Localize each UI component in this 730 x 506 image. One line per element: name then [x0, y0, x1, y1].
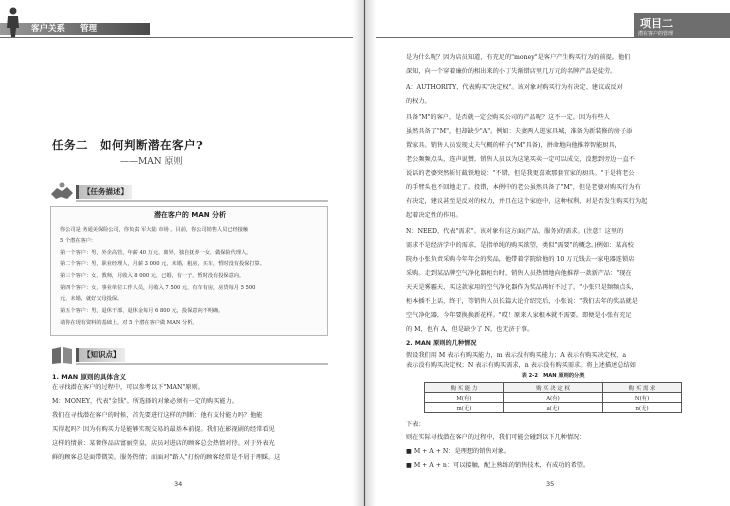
task-description-label: 【任务描述】	[76, 185, 132, 199]
paragraph-line: 说话的老婆突然斩钉截铁地说："不错，但是我更喜欢那套宜家的厨具。"于是将老公	[406, 170, 635, 177]
paragraph-line: 下表：	[406, 421, 425, 428]
paragraph-line: 老公频频点头，连声说赞。销售人员以为这笔买卖一定可以成交，没想到旁边一直不	[406, 156, 635, 163]
table-cell: m(无)	[425, 403, 504, 413]
paragraph-line: 表示没有购买决定权；N 表示有购买需求，n 表示没有购买需求。将上述描述总结如	[406, 362, 636, 369]
paragraph-line: N：NEED，代表"需求"。该对象有这方面(产品、服务)的需求。(注意！这里的	[406, 228, 624, 235]
paragraph-line: 的权力。	[406, 98, 431, 105]
case-line: 第一个客户：男，外企高管，年薪 40 万元，离异，独自抚养一女，做保险代理人。	[60, 250, 252, 256]
gutter-line	[364, 0, 365, 506]
knowledge-label: 【知识点】	[76, 348, 125, 362]
knowledge-heading: 1. MAN 原则的具体含义	[52, 373, 126, 381]
bullet-item: ■ M + A + n：可以接触，配上熟练的销售技术，有成功的希望。	[406, 462, 590, 469]
case-line: 元，未婚，就好父母投保。	[60, 296, 123, 302]
left-header-rule	[0, 37, 353, 38]
table-caption: 表 2-2 MAN 原则的分类	[521, 373, 585, 379]
table-header-cell: 购 买 需 求	[603, 383, 682, 393]
table-cell: n(无)	[603, 403, 682, 413]
table-row	[425, 403, 682, 413]
paragraph-line: 则在实际寻找潜在客户的过程中，我们可能会碰到以下几种情况：	[406, 434, 586, 441]
paragraph-line: 置家具。销售人员发现丈夫气概的样子("M"具备)，拼命地向他推荐智能厨具，	[406, 142, 621, 149]
case-title: 潜在客户的 MAN 分析	[153, 211, 227, 219]
paragraph-line: 需求不是经济学中的需求，是指单纯的购买欲望，类似"需要"的概念。)例如：某高校	[406, 242, 634, 249]
section2-heading: 2. MAN 原则的几种情况	[406, 340, 477, 347]
paragraph-line: M：MONEY，代表"金钱"。所选择的对象必须有一定的购买能力。	[52, 398, 238, 405]
knowledge-book-icon	[50, 344, 74, 366]
table-header-cell: 购 买 能 力	[425, 383, 504, 393]
paragraph-line: 采购。走到某品牌空气净化器柜台时，销售人员热情地向他推荐一款新产品："现在	[406, 270, 632, 277]
paragraph-line: 是为什么呢？因为店员知道，有充足的"money"是客户产生购买行为的前提。他们	[406, 54, 631, 61]
left-header-subtitle: 管理	[80, 24, 98, 34]
task-title: 任务二 如何判断潜在客户?	[52, 138, 204, 152]
man-table	[424, 382, 682, 413]
page-number-right: 35	[546, 480, 555, 488]
table-header-row	[425, 383, 682, 393]
table-cell: a(无)	[503, 403, 602, 413]
project-title: 项目二	[640, 17, 673, 30]
project-subtitle: 潜在客户的管理	[638, 31, 674, 37]
right-header-rule	[376, 37, 730, 38]
table-cell: A(有)	[503, 393, 602, 403]
case-line: 你公司是 务通美保险公司，你负责 军大陆 市场 。目前，你公司销售人员已经接触	[60, 227, 249, 233]
page-number-left: 34	[174, 480, 183, 488]
person-silhouette-icon	[3, 6, 23, 38]
paragraph-line: 鲜的顾客总是面带微笑、服务热情；而面对"路人"打扮的顾客经常是不屑于理睬。这	[52, 454, 281, 461]
bullet-item: ■ M + A + N：是理想的销售对象。	[406, 448, 511, 455]
table-header-cell: 购 买 决 定 权	[503, 383, 602, 393]
handshake-icon	[50, 181, 74, 203]
paragraph-line: 这样的情景：某奢侈品店富丽堂皇，店员对进店的顾客总会热情对待。对于外表光	[52, 440, 275, 447]
page-right	[376, 0, 730, 506]
case-line: 第三个客户：女，教师，月收入 8 000 元，已婚，有一子，暂时没有投保意向。	[60, 273, 245, 279]
paragraph-line: 空气净化器，今年要换换新花样。"哎！原来人家根本就不需要。即便是小张有充足	[406, 312, 632, 319]
case-box	[50, 206, 328, 336]
case-line: 第二个客户：男，职业经理人，月薪 3 000 元，未婚，租房，买车，暂时没有投保打算。	[60, 261, 265, 267]
table-cell: M(有)	[425, 393, 504, 403]
page-left	[0, 0, 353, 506]
paragraph-line: 的 M，也有 A，但是缺少了 N，也无济于事。	[406, 326, 534, 333]
case-line: 第五个客户：男，退休干部，退休金每月 6 800 元，投保意向不明确。	[60, 308, 224, 314]
case-line: 请你在现有资料的基础上，对 5 个潜在客户做 MAN 分析。	[60, 320, 198, 326]
paragraph-line: 在寻找潜在客户的过程中，可以参考以下"MAN"原则。	[52, 384, 204, 391]
paragraph-line: 深知，向一个穿着廉价的相出来的小丁失渐错店里几万元的名牌产品是徒劳。	[406, 68, 617, 75]
paragraph-line: 有决定，建议甚至是反对的权力，并且在这个家庭中，这种权利，对是否发生购买行为起	[406, 198, 648, 205]
case-line: 第四个客户：女，事业单位工作人员，月收入 7 500 元，有车有房，房贷每月 5 500	[60, 285, 256, 291]
knowledge-rule	[76, 363, 328, 365]
paragraph-line: 具备"M"的客户，是否就一定会购买公司的产品呢？这不一定。因为有些人	[406, 114, 610, 121]
paragraph-line: 天天是雾霾天，买这款家用的空气净化器作为奖品再好不过了。"小张只是频频点头，	[406, 284, 638, 291]
paragraph-line: 买得起吗？因为有购买力是能够实现交易的最基本前提。我们在影视剧的经常看见	[52, 426, 275, 433]
paragraph-line: A：AUTHORITY，代表购买"决定权"。该对象对购买行为有决定、建议或反对	[406, 84, 623, 91]
table-cell: N(有)	[603, 393, 682, 403]
paragraph-line: 柜本插不上话，终于，等销售人员长篇大论介绍完后，小张说："我们去年的奖品就是	[406, 298, 638, 305]
table-row	[425, 393, 682, 403]
left-header-title: 客户关系	[31, 24, 66, 34]
task-description-rule	[76, 200, 328, 202]
paragraph-line: 我们在寻找潜在客户的时候，首先要进行这样的判断：他有支付能力吗？他能	[52, 412, 263, 419]
task-subtitle: ——MAN 原则	[120, 157, 183, 167]
case-line: 5 个潜在客户：	[60, 238, 97, 244]
paragraph-line: 假设我们用 M 表示有购买能力，m 表示没有购买能力；A 表示有购买决定权，a	[406, 352, 627, 359]
paragraph-line: 起着决定性的作用。	[406, 212, 462, 219]
paragraph-line: 虽然具备了"M"，但却缺少"A"。例如：夫妻两人逛家具城，准备为新装修的房子添	[406, 128, 633, 135]
paragraph-line: 院办小张负责采购今年年会的奖品，他带着学院给他的 10 万元钱去一家电器连锁店	[406, 256, 635, 263]
paragraph-line: 的手臂头也不回地走了。投错，本例中的老公虽然具备了"M"，但是老婆对购买行为有	[406, 184, 641, 191]
